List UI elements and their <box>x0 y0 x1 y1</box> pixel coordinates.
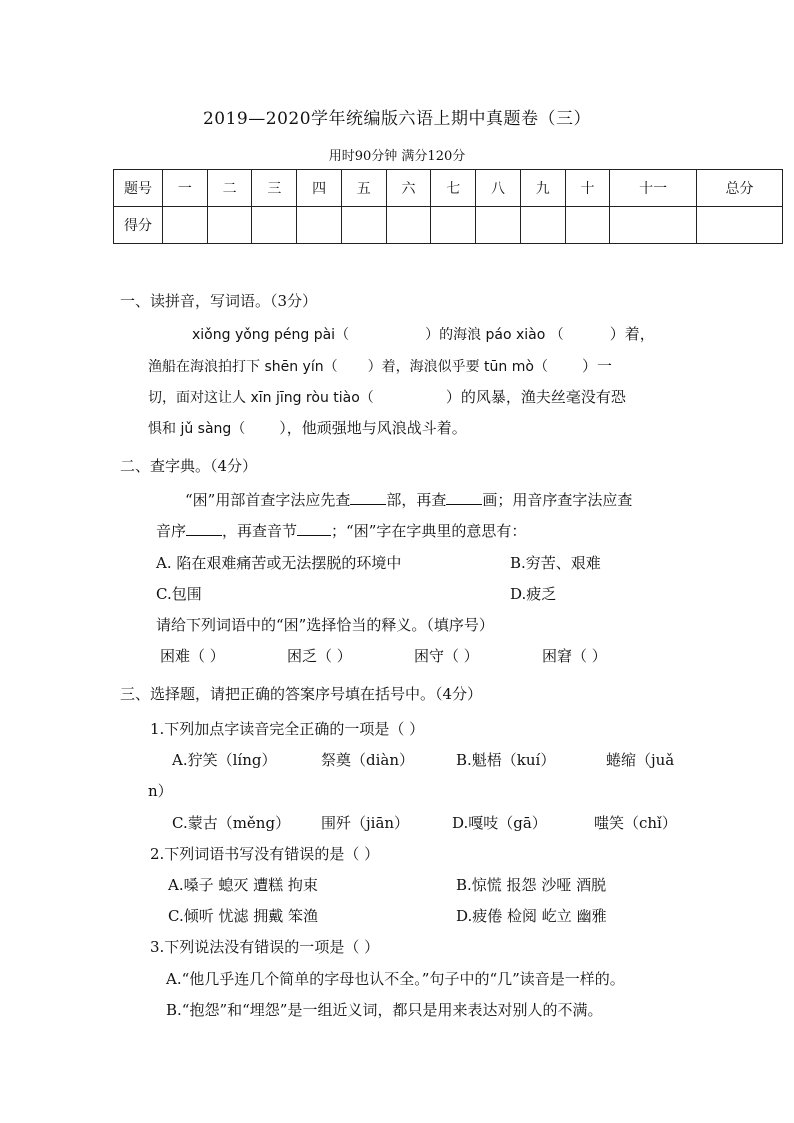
fill-blank[interactable] <box>350 490 386 505</box>
section-1-line <box>148 417 467 438</box>
score-input-cell[interactable] <box>341 207 386 244</box>
option-b: B.穷苦、艰难 <box>510 554 601 572</box>
score-input-cell[interactable] <box>207 207 252 244</box>
q1-option: A.狞笑（líng） <box>172 751 277 769</box>
score-table-cell: 八 <box>476 170 521 207</box>
section-1-line <box>148 355 612 376</box>
score-input-cell[interactable] <box>476 207 521 244</box>
q1-option: 嗤笑（chǐ） <box>594 814 677 832</box>
q2-option: A.嗓子 螅灭 遭糕 拘束 <box>168 876 318 894</box>
q1-option: C.蒙古（měng） <box>172 814 291 832</box>
score-input-cell[interactable] <box>565 207 610 244</box>
score-table-cell: 三 <box>252 170 297 207</box>
score-table-cell: 六 <box>386 170 431 207</box>
q1-option: 围歼（jiān） <box>321 814 410 832</box>
word-item: 困难（ ） <box>160 647 225 665</box>
q1-option: 祭奠（diàn） <box>321 751 415 769</box>
text: “困”用部首查字法应先查 <box>185 491 351 509</box>
option-d: D.疲乏 <box>510 585 557 603</box>
score-table-cell: 二 <box>207 170 252 207</box>
section-2-line <box>156 520 526 541</box>
section-1-line <box>192 323 655 344</box>
q1-option: 蜷缩（juǎ <box>606 751 675 769</box>
q2-option: B.惊慌 报怨 沙哑 酒脱 <box>456 876 607 894</box>
pinyin-text: ）的海浪 páo xiào （ <box>425 327 564 343</box>
score-table <box>113 169 783 244</box>
score-input-cell[interactable] <box>610 207 697 244</box>
section-2-instruction: 请给下列词语中的“困”选择恰当的释义。（填序号） <box>156 616 494 634</box>
pinyin-text: 惧和 jǔ sàng（ <box>148 421 246 437</box>
score-input-cell[interactable] <box>697 207 783 244</box>
score-table-cell: 九 <box>520 170 565 207</box>
score-table-cell: 四 <box>297 170 342 207</box>
pinyin-text: xiǒng yǒng péng pài（ <box>192 327 350 343</box>
text: 音序 <box>156 522 187 540</box>
score-input-cell[interactable] <box>386 207 431 244</box>
fill-blank[interactable] <box>186 521 222 536</box>
q3-option: B.“抱怨”和“埋怨”是一组近义词，都只是用来表达对别人的不满。 <box>166 1001 603 1019</box>
score-table-header-row <box>114 170 783 207</box>
text: ）一 <box>581 357 612 375</box>
question-2: 2.下列词语书写没有错误的是（ ） <box>150 845 380 863</box>
score-table-cell: 五 <box>341 170 386 207</box>
score-table-cell: 十 <box>565 170 610 207</box>
section-2-line <box>185 489 632 510</box>
fill-blank[interactable] <box>297 521 331 536</box>
score-input-cell[interactable] <box>297 207 342 244</box>
word-item: 困守（ ） <box>414 647 479 665</box>
exam-title: 2019—2020学年统编版六语上期中真题卷（三） <box>202 109 592 129</box>
pinyin-text: 切，面对这让人 xīn jīng ròu tiào（ <box>148 390 374 406</box>
text: 部，再查 <box>386 491 447 509</box>
score-input-cell[interactable] <box>163 207 208 244</box>
exam-subtitle: 用时90分钟 满分120分 <box>328 149 466 164</box>
section-3-heading: 三、选择题，请把正确的答案序号填在括号中。（4分） <box>120 685 483 703</box>
text: ，再查音节 <box>222 522 298 540</box>
option-a: A. 陷在艰难痛苦或无法摆脱的环境中 <box>156 554 402 572</box>
section-2-heading: 二、查字典。（4分） <box>120 457 258 475</box>
question-3: 3.下列说法没有错误的一项是（ ） <box>150 938 380 956</box>
score-table-score-row <box>114 207 783 244</box>
text: ；“困”字在字典里的意思有： <box>331 522 527 540</box>
pinyin-text: 渔船在海浪拍打下 shēn yín（ <box>148 359 338 375</box>
q3-option: A.“他几乎连几个简单的字母也认不全。”句子中的“几”读音是一样的。 <box>166 970 625 988</box>
text: ）着， <box>609 325 655 343</box>
word-item: 困乏（ ） <box>287 647 352 665</box>
section-1-line <box>148 386 626 407</box>
text: 画；用音序查字法应查 <box>482 491 633 509</box>
text: ），他顽强地与风浪战斗着。 <box>279 419 467 437</box>
text: ）的风暴，渔夫丝毫没有恐 <box>445 388 626 406</box>
score-table-cell: 题号 <box>114 170 163 207</box>
fill-blank[interactable] <box>446 490 482 505</box>
option-c: C.包围 <box>156 585 202 603</box>
score-input-cell[interactable] <box>431 207 476 244</box>
score-table-cell: 七 <box>431 170 476 207</box>
q1-option: D.嘎吱（gā） <box>452 814 547 832</box>
pinyin-text: ）着，海浪似乎要 tūn mò（ <box>367 359 548 375</box>
q2-option: C.倾听 忧滤 拥戴 笨渔 <box>168 907 319 925</box>
q1-option: B.魁梧（kuí） <box>456 751 556 769</box>
score-input-cell[interactable] <box>252 207 297 244</box>
score-table-cell: 十一 <box>610 170 697 207</box>
question-1: 1.下列加点字读音完全正确的一项是（ ） <box>150 720 425 738</box>
section-1-heading: 一、读拼音，写词语。（3分） <box>120 292 318 310</box>
word-item: 困窘（ ） <box>542 647 607 665</box>
score-table-cell: 得分 <box>114 207 163 244</box>
q1-option-wrap: n） <box>148 782 173 800</box>
score-table-cell: 总分 <box>697 170 783 207</box>
q2-option: D.疲倦 检阅 屹立 幽雅 <box>456 907 607 925</box>
score-table-cell: 一 <box>163 170 208 207</box>
score-input-cell[interactable] <box>520 207 565 244</box>
